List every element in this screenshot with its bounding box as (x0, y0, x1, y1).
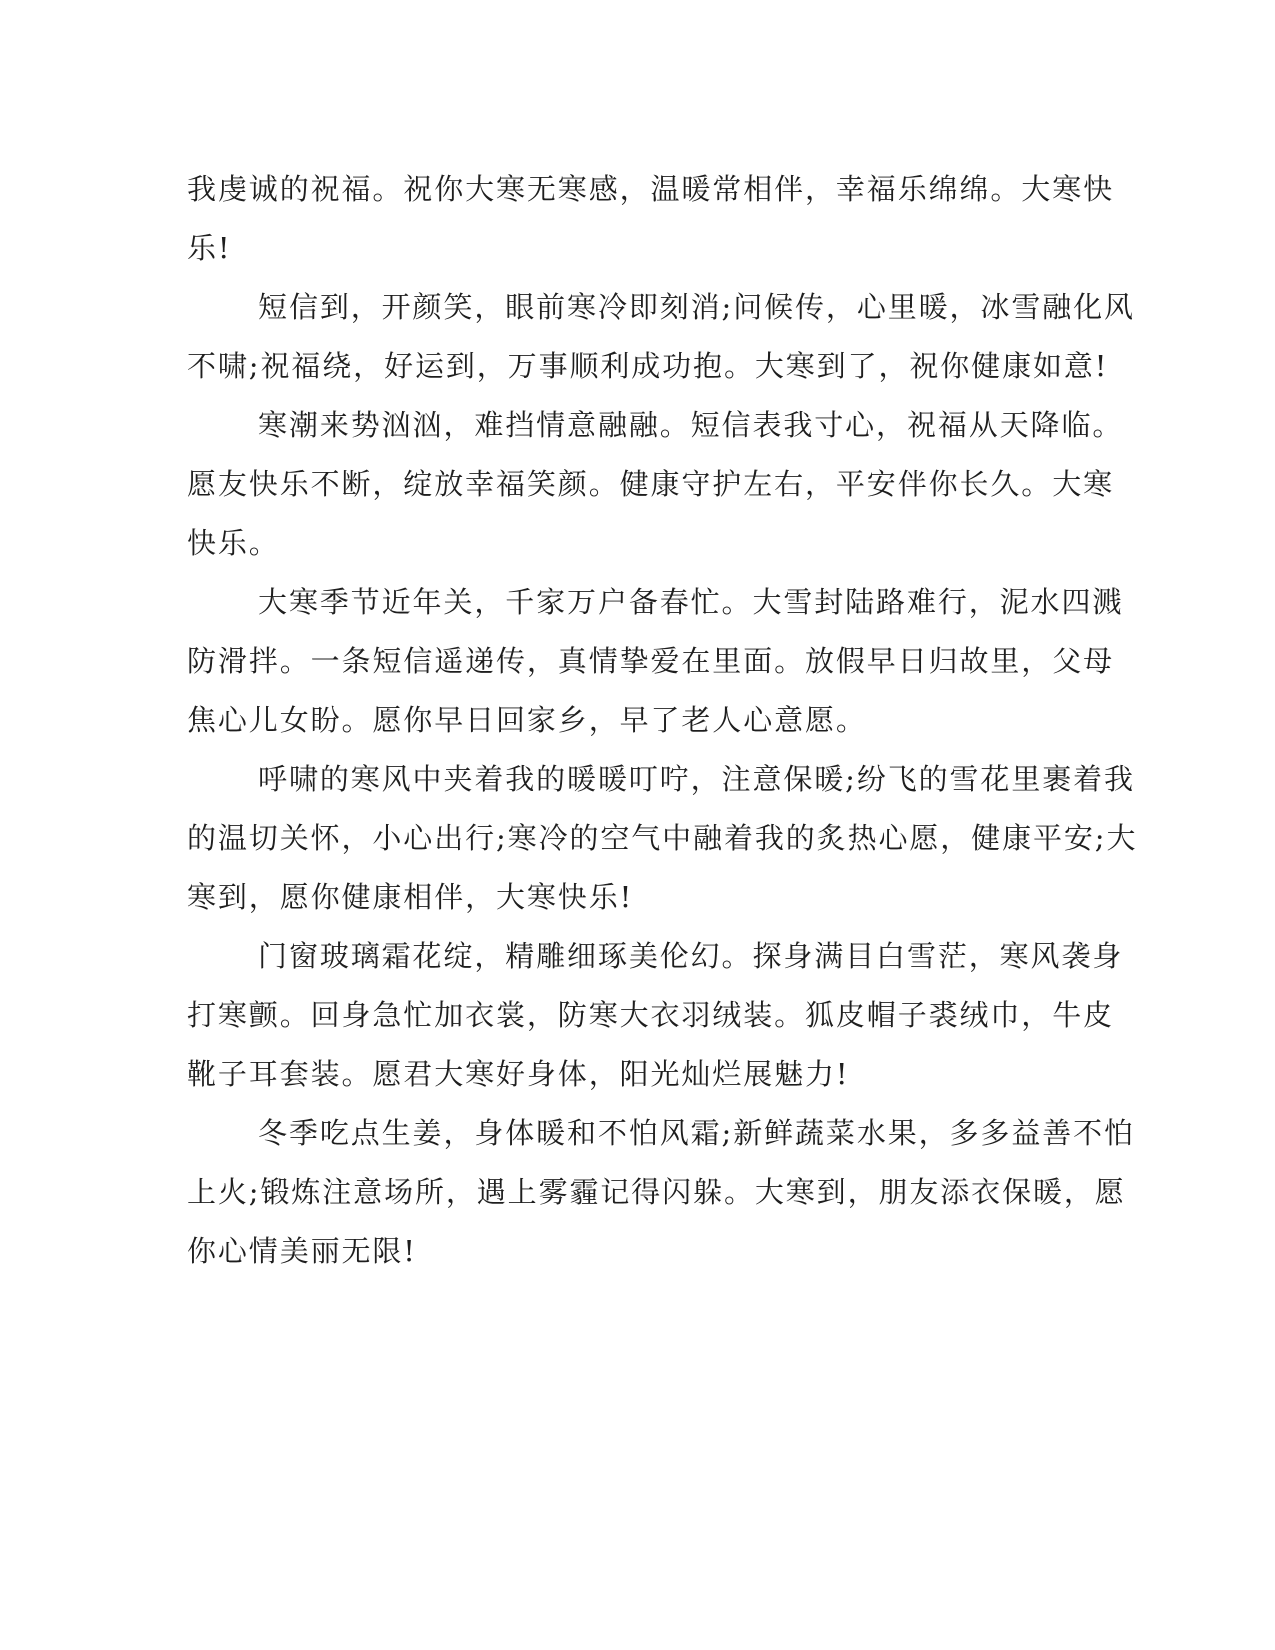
paragraph (187, 396, 1124, 573)
text-line: 冬季吃点生姜，身体暖和不怕风霜;新鲜蔬菜水果，多多益善不怕 (258, 1116, 1135, 1150)
text-line: 打寒颤。回身急忙加衣裳，防寒大衣羽绒装。狐皮帽子裘绒巾，牛皮 (187, 998, 1115, 1032)
paragraph (187, 1104, 1135, 1281)
text-line: 不啸;祝福绕，好运到，万事顺利成功抱。大寒到了，祝你健康如意! (187, 349, 1109, 383)
paragraph (187, 160, 1115, 278)
text-line: 大寒季节近年关，千家万户备春忙。大雪封陆路难行，泥水四溅 (258, 585, 1124, 619)
paragraph (187, 278, 1135, 396)
text-line: 愿友快乐不断，绽放幸福笑颜。健康守护左右，平安伴你长久。大寒 (187, 467, 1115, 501)
text-line: 靴子耳套装。愿君大寒好身体，阳光灿烂展魅力! (187, 1057, 850, 1091)
text-line: 防滑拌。一条短信遥递传，真情挚爱在里面。放假早日归故里，父母 (187, 644, 1115, 678)
paragraph (187, 927, 1124, 1104)
text-line: 我虔诚的祝福。祝你大寒无寒感，温暖常相伴，幸福乐绵绵。大寒快 (187, 172, 1115, 206)
text-line: 短信到，开颜笑，眼前寒冷即刻消;问候传，心里暖，冰雪融化风 (258, 290, 1135, 324)
text-line: 你心情美丽无限! (187, 1234, 417, 1268)
text-line: 快乐。 (187, 526, 280, 560)
text-line: 寒潮来势汹汹，难挡情意融融。短信表我寸心，祝福从天降临。 (258, 408, 1124, 442)
paragraph (187, 750, 1138, 927)
text-line: 门窗玻璃霜花绽，精雕细琢美伦幻。探身满目白雪茫，寒风袭身 (258, 939, 1124, 973)
text-line: 乐! (187, 231, 232, 265)
body-text (187, 160, 1138, 1281)
paragraph (187, 573, 1124, 750)
text-line: 呼啸的寒风中夹着我的暖暖叮咛，注意保暖;纷飞的雪花里裹着我 (258, 762, 1135, 796)
text-line: 上火;锻炼注意场所，遇上雾霾记得闪躲。大寒到，朋友添衣保暖，愿 (187, 1175, 1126, 1209)
text-line: 的温切关怀，小心出行;寒冷的空气中融着我的炙热心愿，健康平安;大 (187, 821, 1138, 855)
text-line: 焦心儿女盼。愿你早日回家乡，早了老人心意愿。 (187, 703, 867, 737)
text-line: 寒到，愿你健康相伴，大寒快乐! (187, 880, 634, 914)
